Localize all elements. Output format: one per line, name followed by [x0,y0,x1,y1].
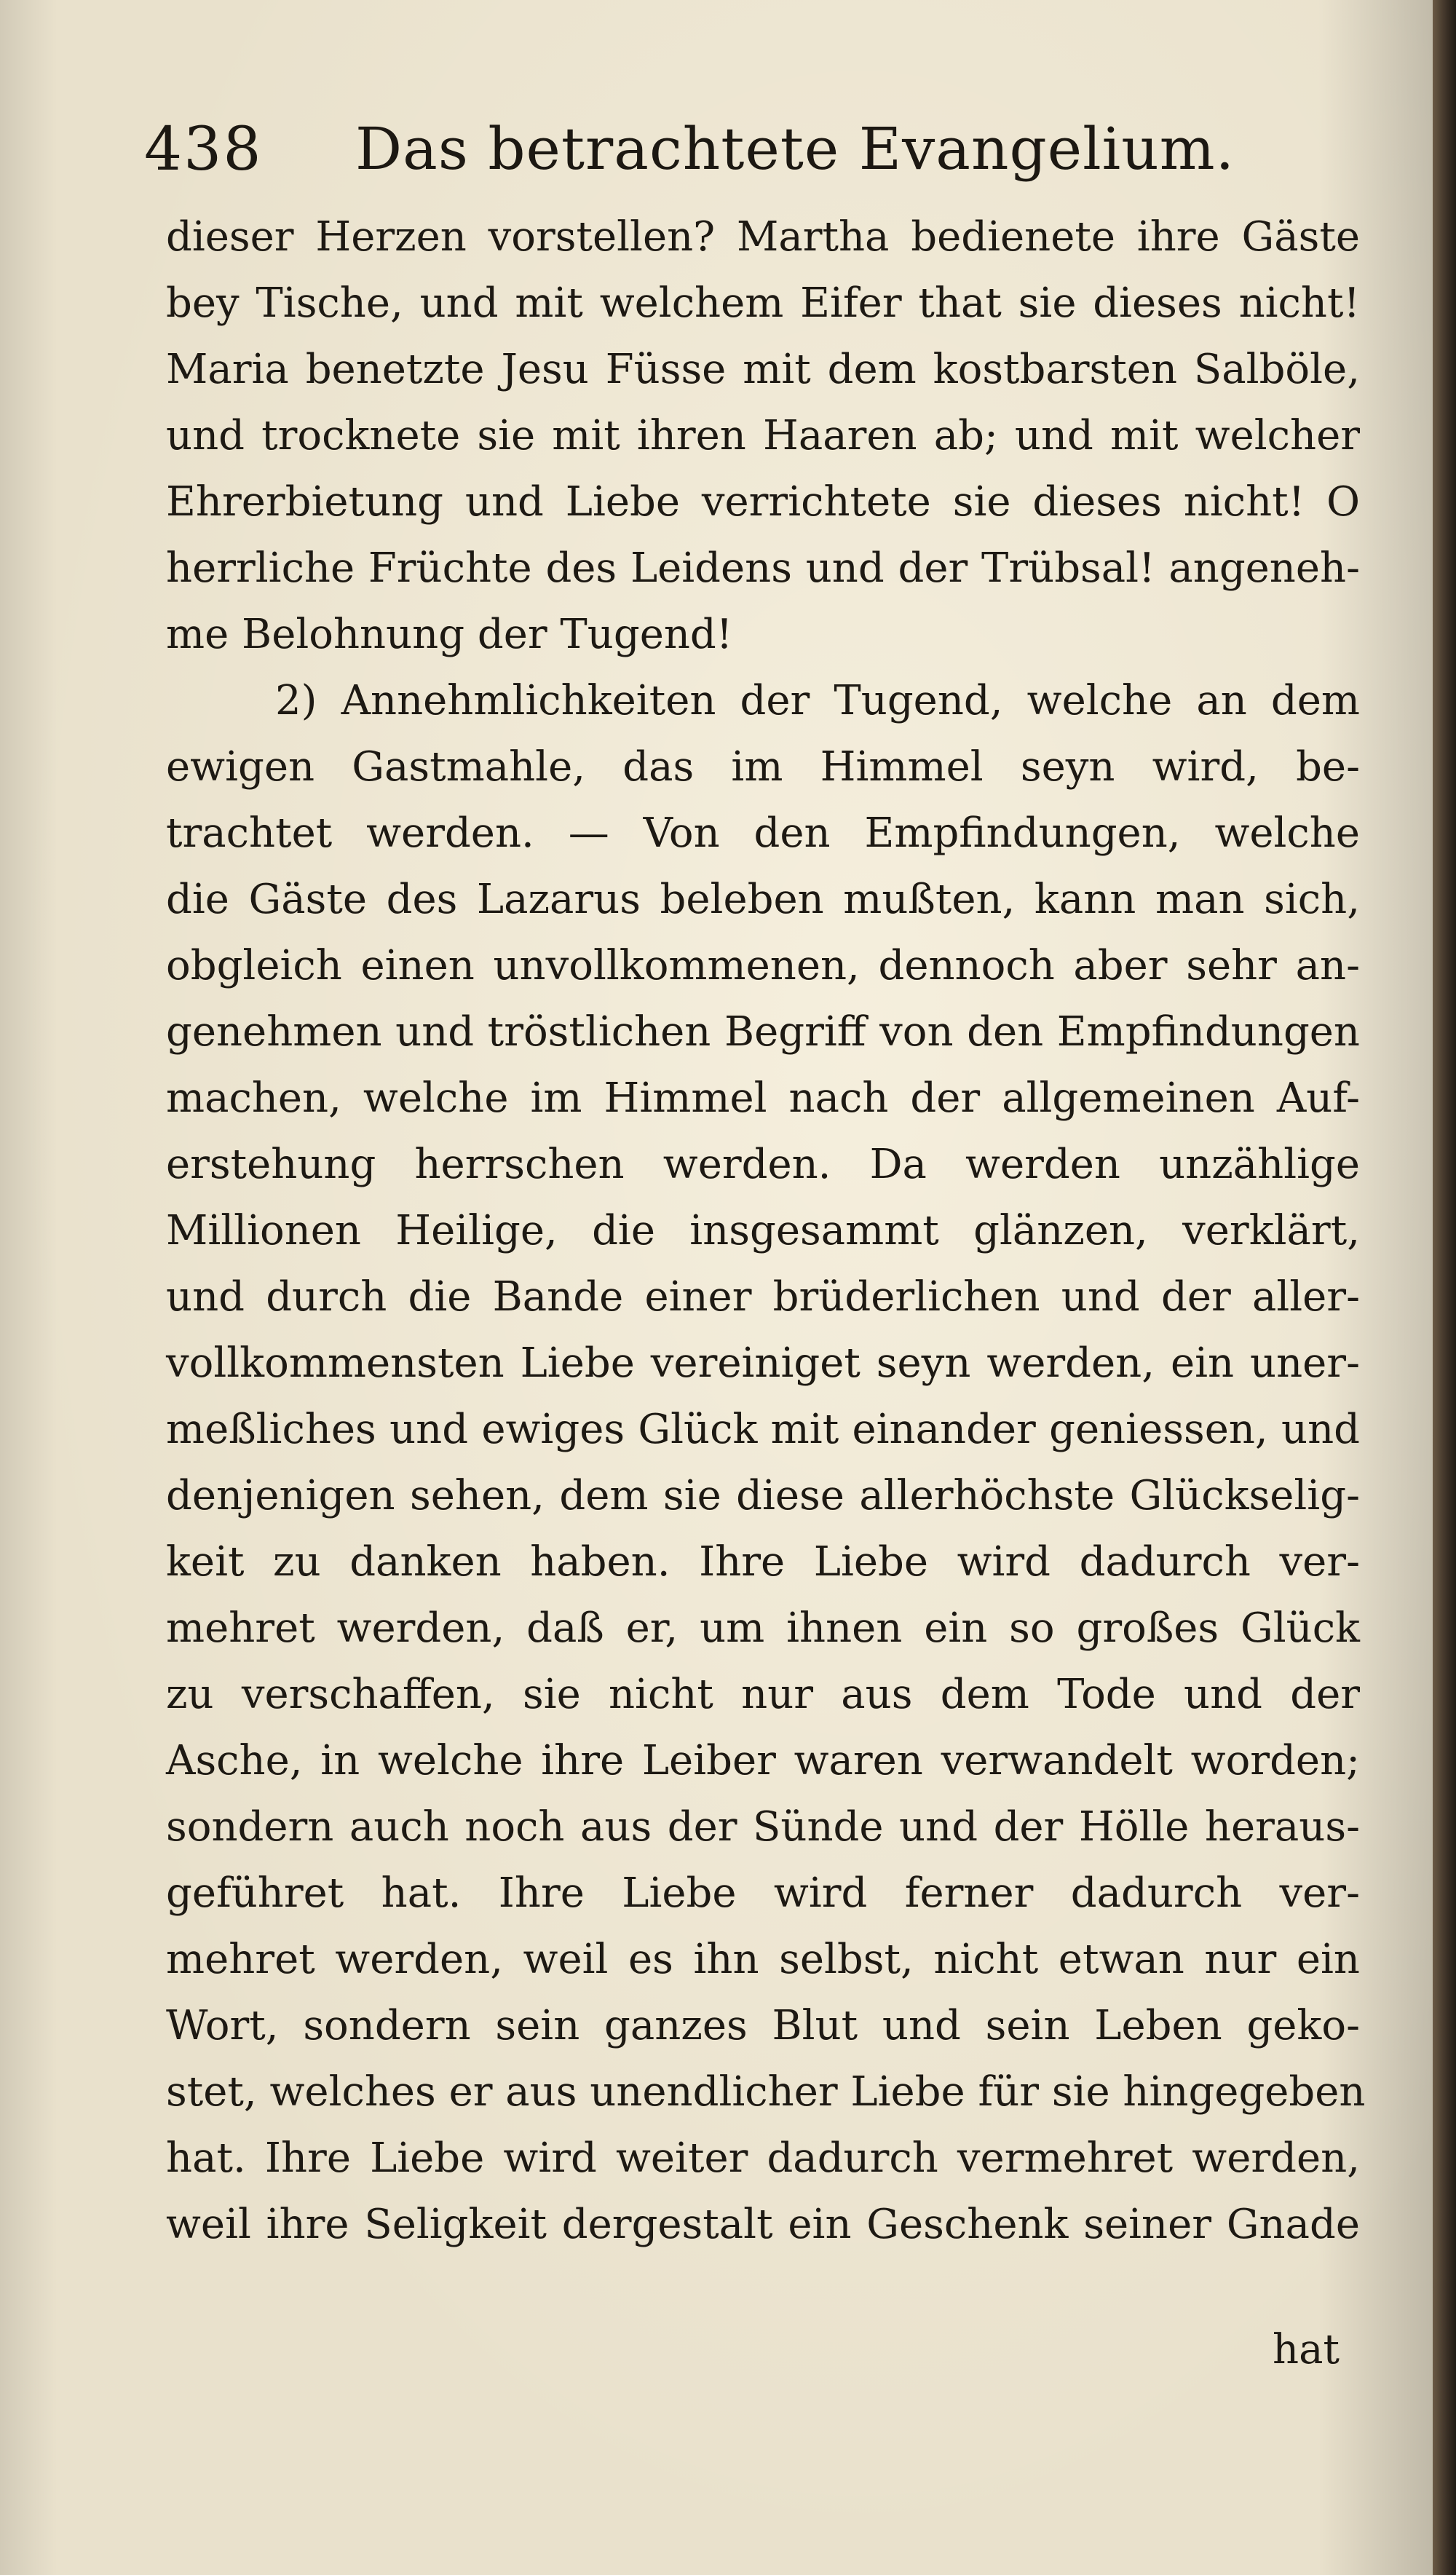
text-line: weil ihre Seligkeit dergestalt ein Geschenk seiner Gnade [166,2201,1360,2248]
text-line: Ehrerbietung und Liebe verrichtete sie dieses nicht! O [166,478,1360,526]
text-line: vollkommensten Liebe vereiniget seyn werden, ein uner- [166,1340,1360,1387]
text-line: Maria benetzte Jesu Füsse mit dem kostbarsten Salböle, [166,346,1360,393]
text-line: Asche, in welche ihre Leiber waren verwandelt worden; [166,1737,1360,1784]
text-line: die Gäste des Lazarus beleben mußten, kann man sich, [166,876,1360,923]
text-line: herrliche Früchte des Leidens und der Trübsal! angeneh- [166,545,1360,592]
text-line: stet, welches er aus unendlicher Liebe für sie hingegeben [166,2068,1366,2116]
text-line: mehret werden, daß er, um ihnen ein so großes Glück [166,1605,1360,1652]
text-line: Wort, sondern sein ganzes Blut und sein Leben geko- [166,2002,1360,2049]
text-line: und durch die Bande einer brüderlichen und der aller- [166,1273,1360,1321]
text-line: keit zu danken haben. Ihre Liebe wird dadurch ver- [166,1538,1360,1586]
page-number: 438 [144,115,263,184]
text-line: geführet hat. Ihre Liebe wird ferner dadurch ver- [166,1870,1360,1917]
catchword: hat [1273,2326,1340,2373]
text-line: bey Tische, und mit welchem Eifer that sie dieses nicht! [166,280,1360,327]
text-line: mehret werden, weil es ihn selbst, nicht etwan nur ein [166,1936,1360,1983]
text-line: erstehung herrschen werden. Da werden unzählige [166,1141,1360,1188]
text-line: dieser Herzen vorstellen? Martha bedienete ihre Gäste [166,213,1360,261]
text-line: 2) Annehmlichkeiten der Tugend, welche an dem [275,677,1360,724]
text-line: machen, welche im Himmel nach der allgemeinen Auf- [166,1075,1360,1122]
running-title: Das betrachtete Evangelium. [355,115,1235,183]
text-line: sondern auch noch aus der Sünde und der Hölle heraus- [166,1803,1360,1851]
page-header [144,108,1382,195]
body-text [166,204,1366,2258]
text-line: trachtet werden. — Von den Empfindungen, welche [166,810,1360,857]
text-line: ewigen Gastmahle, das im Himmel seyn wird, be- [166,743,1360,791]
text-line: me Belohnung der Tugend! [166,611,733,658]
text-line: meßliches und ewiges Glück mit einander geniessen, und [166,1406,1360,1453]
page-edge-shadow [1433,0,1456,2575]
text-line: genehmen und tröstlichen Begriff von den Empfindungen [166,1008,1360,1056]
text-line: zu verschaffen, sie nicht nur aus dem Tode und der [166,1671,1360,1718]
text-line: obgleich einen unvollkommenen, dennoch aber sehr an- [166,942,1360,989]
text-line: denjenigen sehen, dem sie diese allerhöchste Glückselig- [166,1472,1360,1519]
text-line: und trocknete sie mit ihren Haaren ab; und mit welcher [166,412,1360,459]
text-line: Millionen Heilige, die insgesammt glänzen, verklärt, [166,1207,1360,1254]
text-line: hat. Ihre Liebe wird weiter dadurch vermehret werden, [166,2135,1360,2182]
